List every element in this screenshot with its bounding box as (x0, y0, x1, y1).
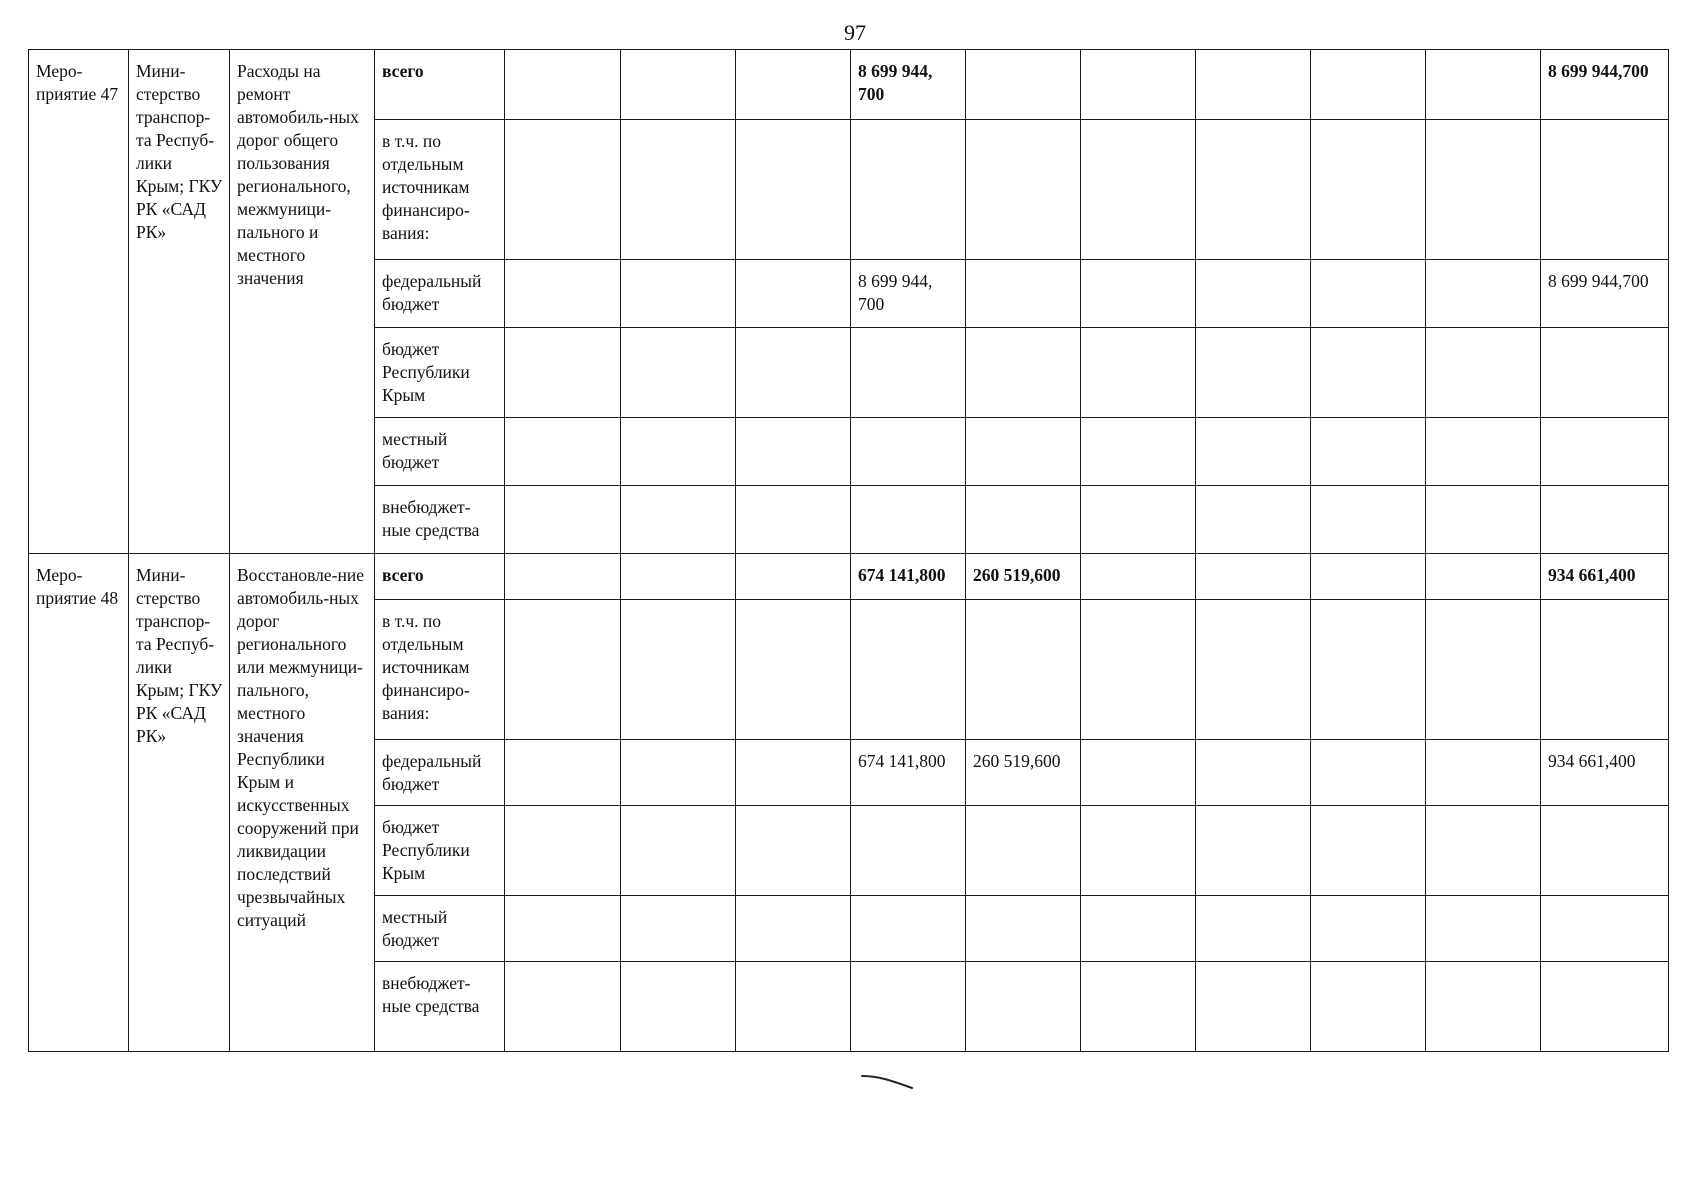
amount-cell (851, 120, 966, 260)
amount-cell (1196, 600, 1311, 740)
amount-cell (1081, 806, 1196, 896)
activity-name-cell: Меро-приятие 47 (29, 50, 129, 554)
amount-cell (736, 120, 851, 260)
description-cell: Расходы на ремонт автомобиль-ных дорог общего пользования регионального, межмуници-пального и местного значения (230, 50, 375, 554)
amount-cell (1311, 962, 1426, 1052)
source-label-cell: всего (375, 50, 505, 120)
amount-cell (1541, 962, 1669, 1052)
amount-cell (621, 554, 736, 600)
amount-cell (505, 600, 621, 740)
amount-cell (1196, 418, 1311, 486)
amount-cell: 934 661,400 (1541, 554, 1669, 600)
amount-cell (1311, 806, 1426, 896)
amount-cell (851, 962, 966, 1052)
amount-cell (851, 600, 966, 740)
activity-name-cell: Меро-приятие 48 (29, 554, 129, 1052)
amount-cell (1081, 896, 1196, 962)
amount-cell: 8 699 944, 700 (851, 50, 966, 120)
amount-cell (1426, 328, 1541, 418)
amount-cell (505, 806, 621, 896)
amount-cell (851, 896, 966, 962)
source-label-cell: федеральный бюджет (375, 740, 505, 806)
amount-cell (505, 120, 621, 260)
amount-cell (1196, 486, 1311, 554)
amount-cell (505, 486, 621, 554)
funding-table (28, 49, 1669, 1052)
amount-cell (1541, 120, 1669, 260)
amount-cell (1541, 896, 1669, 962)
amount-cell (966, 50, 1081, 120)
amount-cell (621, 120, 736, 260)
amount-cell (966, 806, 1081, 896)
amount-cell (1196, 120, 1311, 260)
description-cell: Восстановле-ние автомобиль-ных дорог регионального или межмуници-пального, местного значения Республики Крым и искусственных сооружений при ликвидации последствий чрезвычайных ситуаций (230, 554, 375, 1052)
amount-cell (1196, 740, 1311, 806)
amount-cell: 934 661,400 (1541, 740, 1669, 806)
amount-cell (1311, 418, 1426, 486)
amount-cell (1196, 554, 1311, 600)
table-body (29, 50, 1669, 1052)
amount-cell (1311, 50, 1426, 120)
amount-cell (505, 896, 621, 962)
source-label-cell: всего (375, 554, 505, 600)
amount-cell (1311, 260, 1426, 328)
page-number: 97 (844, 20, 866, 45)
source-label-cell: местный бюджет (375, 896, 505, 962)
source-label-cell: внебюджет-ные средства (375, 486, 505, 554)
amount-cell (736, 486, 851, 554)
amount-cell (1541, 328, 1669, 418)
amount-cell (621, 896, 736, 962)
amount-cell: 260 519,600 (966, 554, 1081, 600)
amount-cell (621, 260, 736, 328)
amount-cell (1081, 328, 1196, 418)
amount-cell (851, 418, 966, 486)
amount-cell (1081, 740, 1196, 806)
amount-cell (505, 962, 621, 1052)
amount-cell (1081, 554, 1196, 600)
amount-cell (1081, 962, 1196, 1052)
amount-cell (1426, 554, 1541, 600)
amount-cell (966, 486, 1081, 554)
amount-cell (1196, 962, 1311, 1052)
amount-cell (1196, 260, 1311, 328)
amount-cell (505, 418, 621, 486)
amount-cell (505, 554, 621, 600)
amount-cell (1426, 486, 1541, 554)
amount-cell (1426, 740, 1541, 806)
amount-cell (1196, 328, 1311, 418)
amount-cell (1311, 896, 1426, 962)
amount-cell (736, 806, 851, 896)
amount-cell (1081, 260, 1196, 328)
amount-cell (621, 740, 736, 806)
executor-cell: Мини-стерство транспор-та Респуб-лики Крым; ГКУ РК «САД РК» (129, 50, 230, 554)
amount-cell (1081, 486, 1196, 554)
amount-cell (1541, 418, 1669, 486)
amount-cell (1426, 120, 1541, 260)
amount-cell (1426, 962, 1541, 1052)
source-label-cell: бюджет Республики Крым (375, 806, 505, 896)
amount-cell (1311, 600, 1426, 740)
amount-cell: 674 141,800 (851, 740, 966, 806)
amount-cell (966, 418, 1081, 486)
amount-cell (621, 50, 736, 120)
amount-cell (966, 260, 1081, 328)
amount-cell (1311, 328, 1426, 418)
amount-cell (736, 740, 851, 806)
amount-cell (1426, 896, 1541, 962)
amount-cell (736, 554, 851, 600)
amount-cell (736, 260, 851, 328)
amount-cell (851, 486, 966, 554)
amount-cell (966, 896, 1081, 962)
amount-cell (966, 328, 1081, 418)
source-label-cell: внебюджет-ные средства (375, 962, 505, 1052)
source-label-cell: федеральный бюджет (375, 260, 505, 328)
amount-cell: 8 699 944, 700 (851, 260, 966, 328)
amount-cell (621, 806, 736, 896)
amount-cell (851, 328, 966, 418)
amount-cell: 8 699 944,700 (1541, 260, 1669, 328)
amount-cell: 260 519,600 (966, 740, 1081, 806)
pen-mark (860, 1074, 920, 1094)
amount-cell (736, 418, 851, 486)
amount-cell (736, 962, 851, 1052)
amount-cell (736, 896, 851, 962)
amount-cell (505, 740, 621, 806)
amount-cell (966, 600, 1081, 740)
amount-cell (621, 486, 736, 554)
amount-cell (1311, 120, 1426, 260)
amount-cell (1311, 486, 1426, 554)
amount-cell (1311, 740, 1426, 806)
amount-cell (1196, 806, 1311, 896)
amount-cell (1311, 554, 1426, 600)
amount-cell (851, 806, 966, 896)
executor-cell: Мини-стерство транспор-та Респуб-лики Крым; ГКУ РК «САД РК» (129, 554, 230, 1052)
amount-cell (505, 50, 621, 120)
source-label-cell: бюджет Республики Крым (375, 328, 505, 418)
table-row (29, 554, 1669, 600)
table-row (29, 50, 1669, 120)
amount-cell (1426, 806, 1541, 896)
amount-cell (1426, 600, 1541, 740)
amount-cell (1196, 896, 1311, 962)
amount-cell (1196, 50, 1311, 120)
amount-cell (1081, 120, 1196, 260)
amount-cell (1426, 260, 1541, 328)
amount-cell (621, 962, 736, 1052)
amount-cell (1426, 50, 1541, 120)
amount-cell: 674 141,800 (851, 554, 966, 600)
amount-cell (621, 328, 736, 418)
amount-cell (1081, 418, 1196, 486)
amount-cell (1541, 806, 1669, 896)
amount-cell: 8 699 944,700 (1541, 50, 1669, 120)
amount-cell (505, 260, 621, 328)
amount-cell (1081, 600, 1196, 740)
amount-cell (736, 600, 851, 740)
amount-cell (1081, 50, 1196, 120)
source-label-cell: местный бюджет (375, 418, 505, 486)
source-label-cell: в т.ч. по отдельным источникам финансиро-вания: (375, 600, 505, 740)
amount-cell (736, 50, 851, 120)
amount-cell (621, 600, 736, 740)
amount-cell (966, 120, 1081, 260)
amount-cell (505, 328, 621, 418)
amount-cell (1426, 418, 1541, 486)
amount-cell (1541, 486, 1669, 554)
amount-cell (736, 328, 851, 418)
amount-cell (966, 962, 1081, 1052)
amount-cell (1541, 600, 1669, 740)
source-label-cell: в т.ч. по отдельным источникам финансиро-вания: (375, 120, 505, 260)
amount-cell (621, 418, 736, 486)
